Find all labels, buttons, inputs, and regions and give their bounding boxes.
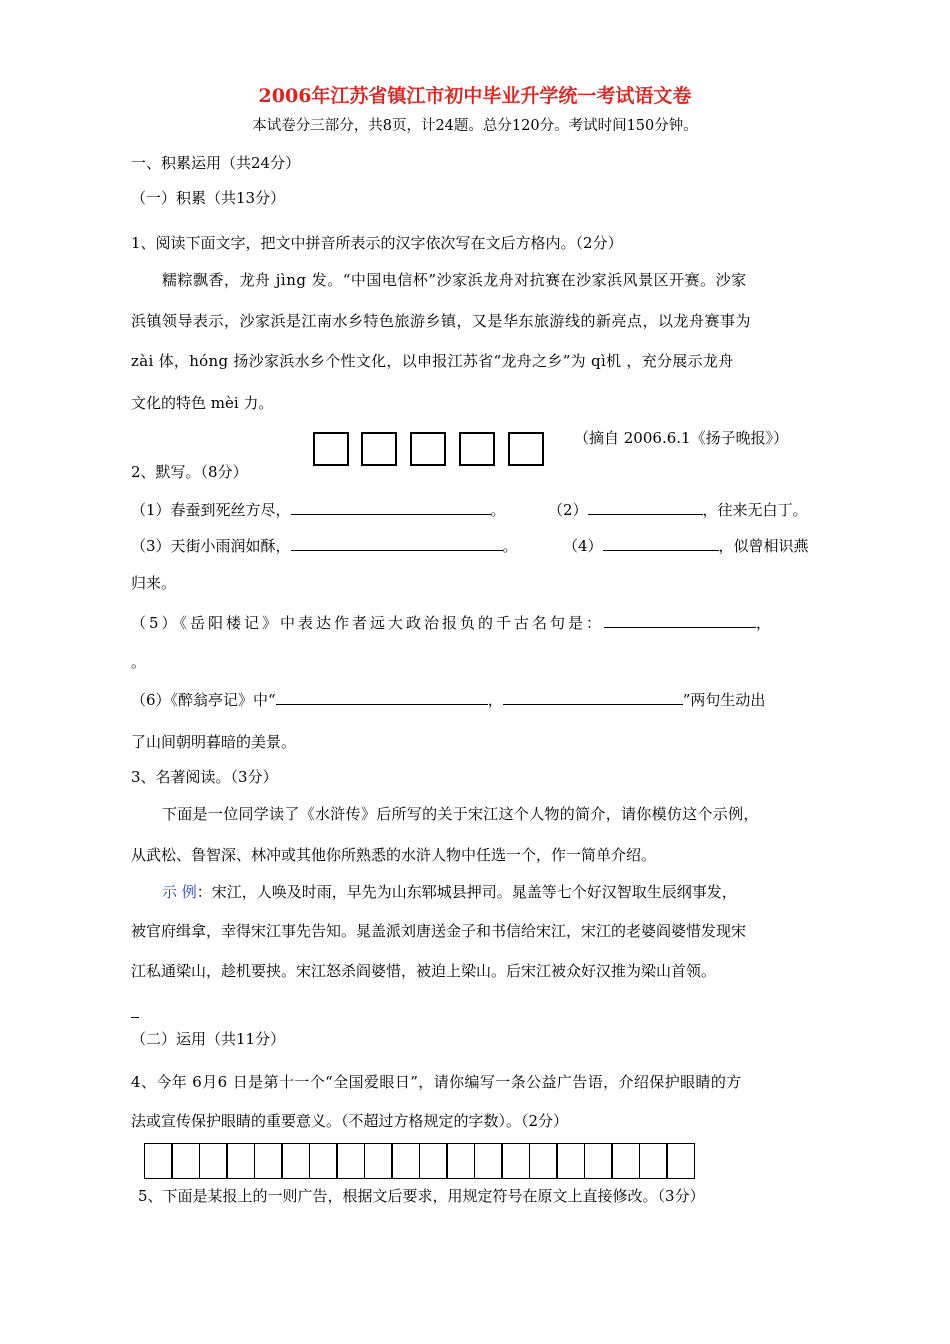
q3-sample-line: 江私通梁山，趁机要挟。宋江怒杀阎婆惜，被迫上梁山。后宋江被众好汉推为梁山首领。 (131, 962, 717, 980)
fill-blank[interactable] (276, 690, 488, 705)
q2-item-4: （4） ，似曾相识燕 (563, 537, 809, 555)
q5-prompt: 5、下面是某报上的一则广告，根据文后要求，用规定符号在原文上直接修改。（3分） (138, 1187, 705, 1205)
q2-item-3: （3）天街小雨润如酥， 。 (131, 537, 518, 555)
grid-cell[interactable] (199, 1143, 228, 1179)
grid-cell[interactable] (501, 1143, 530, 1179)
q2-item-5-cont: 。 (131, 653, 147, 671)
fill-blank[interactable] (604, 613, 756, 628)
q3-heading: 3、名著阅读。（3分） (131, 768, 278, 786)
q2-item-5: （5）《岳阳楼记》中表达作者远大政治报负的千古名句是： ， (131, 614, 775, 632)
section1-heading: （一）积累（共13分） (131, 189, 286, 207)
grid-cell[interactable] (226, 1143, 255, 1179)
grid-cell[interactable] (529, 1143, 558, 1179)
q1-passage-line: zài 体，hóng 扬沙家浜水乡个性文化，以申报江苏省“龙舟之乡”为 qì机 ，充分展示龙舟 (131, 352, 734, 370)
answer-box[interactable] (410, 432, 446, 466)
grid-cell[interactable] (639, 1143, 668, 1179)
grid-cell[interactable] (391, 1143, 420, 1179)
grid-cell[interactable] (556, 1143, 585, 1179)
q2-item-2: （2） ，往来无白丁。 (548, 501, 808, 519)
grid-cell[interactable] (144, 1143, 173, 1179)
page-title: 2006年江苏省镇江市初中毕业升学统一考试语文卷 (258, 85, 692, 107)
answer-line-marker (131, 1017, 139, 1018)
q4-prompt: 法或宣传保护眼睛的重要意义。（不超过方格规定的字数）。（2分） (131, 1112, 569, 1130)
fill-blank[interactable] (291, 536, 503, 551)
grid-cell[interactable] (364, 1143, 393, 1179)
grid-cell[interactable] (419, 1143, 448, 1179)
fill-blank[interactable] (588, 500, 703, 515)
q3-intro: 从武松、鲁智深、林冲或其他你所熟悉的水浒人物中任选一个，作一简单介绍。 (131, 846, 657, 864)
q2-item-6: （6）《醉翁亭记》中“ ， ”两句生动出 (131, 691, 766, 709)
q2-item-4-cont: 归来。 (131, 574, 177, 592)
q1-passage-line: 文化的特色 mèi 力。 (131, 394, 274, 412)
grid-cell[interactable] (254, 1143, 283, 1179)
grid-cell[interactable] (446, 1143, 475, 1179)
grid-cell[interactable] (171, 1143, 200, 1179)
part1-heading: 一、积累运用（共24分） (131, 154, 301, 172)
answer-box[interactable] (459, 432, 495, 466)
exam-info: 本试卷分三部分，共8页，计24题。总分120分。考试时间150分钟。 (252, 118, 698, 134)
fill-blank[interactable] (291, 500, 491, 515)
section2-heading: （二）运用（共11分） (131, 1030, 286, 1048)
q1-source: （摘自 2006.6.1《扬子晚报》） (574, 429, 789, 447)
grid-cell[interactable] (336, 1143, 365, 1179)
q1-prompt: 1、阅读下面文字，把文中拼音所表示的汉字依次写在文后方格内。（2分） (131, 234, 623, 252)
q3-sample-line: 被官府缉拿，幸得宋江事先告知。晁盖派刘唐送金子和书信给宋江，宋江的老婆阎婆惜发现宋 (131, 922, 747, 940)
fill-blank[interactable] (503, 690, 683, 705)
grid-cell[interactable] (281, 1143, 310, 1179)
q1-passage-line: 浜镇领导表示，沙家浜是江南水乡特色旅游乡镇，又是华东旅游线的新亮点，以龙舟赛事为 (131, 312, 752, 330)
answer-box[interactable] (313, 432, 349, 466)
grid-cell[interactable] (309, 1143, 338, 1179)
q2-heading: 2、默写。（8分） (131, 463, 248, 481)
grid-cell[interactable] (584, 1143, 613, 1179)
grid-cell[interactable] (666, 1143, 695, 1179)
sample-label: 示 例 (162, 883, 197, 901)
q3-sample-line: 示 例：宋江，人唤及时雨，早先为山东郓城县押司。晁盖等七个好汉智取生辰纲事发， (162, 883, 737, 901)
fill-blank[interactable] (603, 536, 719, 551)
grid-cell[interactable] (611, 1143, 640, 1179)
answer-box[interactable] (361, 432, 397, 466)
q1-passage-line: 糯粽飘香，龙舟 jìng 发。“中国电信杯”沙家浜龙舟对抗赛在沙家浜风景区开赛。沙家 (162, 271, 747, 289)
q2-item-6-cont: 了山间朝明暮暗的美景。 (131, 733, 297, 751)
grid-cell[interactable] (474, 1143, 503, 1179)
q3-intro: 下面是一位同学读了《水浒传》后所写的关于宋江这个人物的简介，请你模仿这个示例， (162, 805, 759, 823)
answer-grid (145, 1143, 695, 1179)
q2-item-1: （1）春蚕到死丝方尽， 。 (131, 501, 506, 519)
answer-box[interactable] (508, 432, 544, 466)
q4-prompt: 4、今年 6月6 日是第十一个“全国爱眼日”，请你编写一条公益广告语，介绍保护眼睛的方 (131, 1073, 742, 1091)
